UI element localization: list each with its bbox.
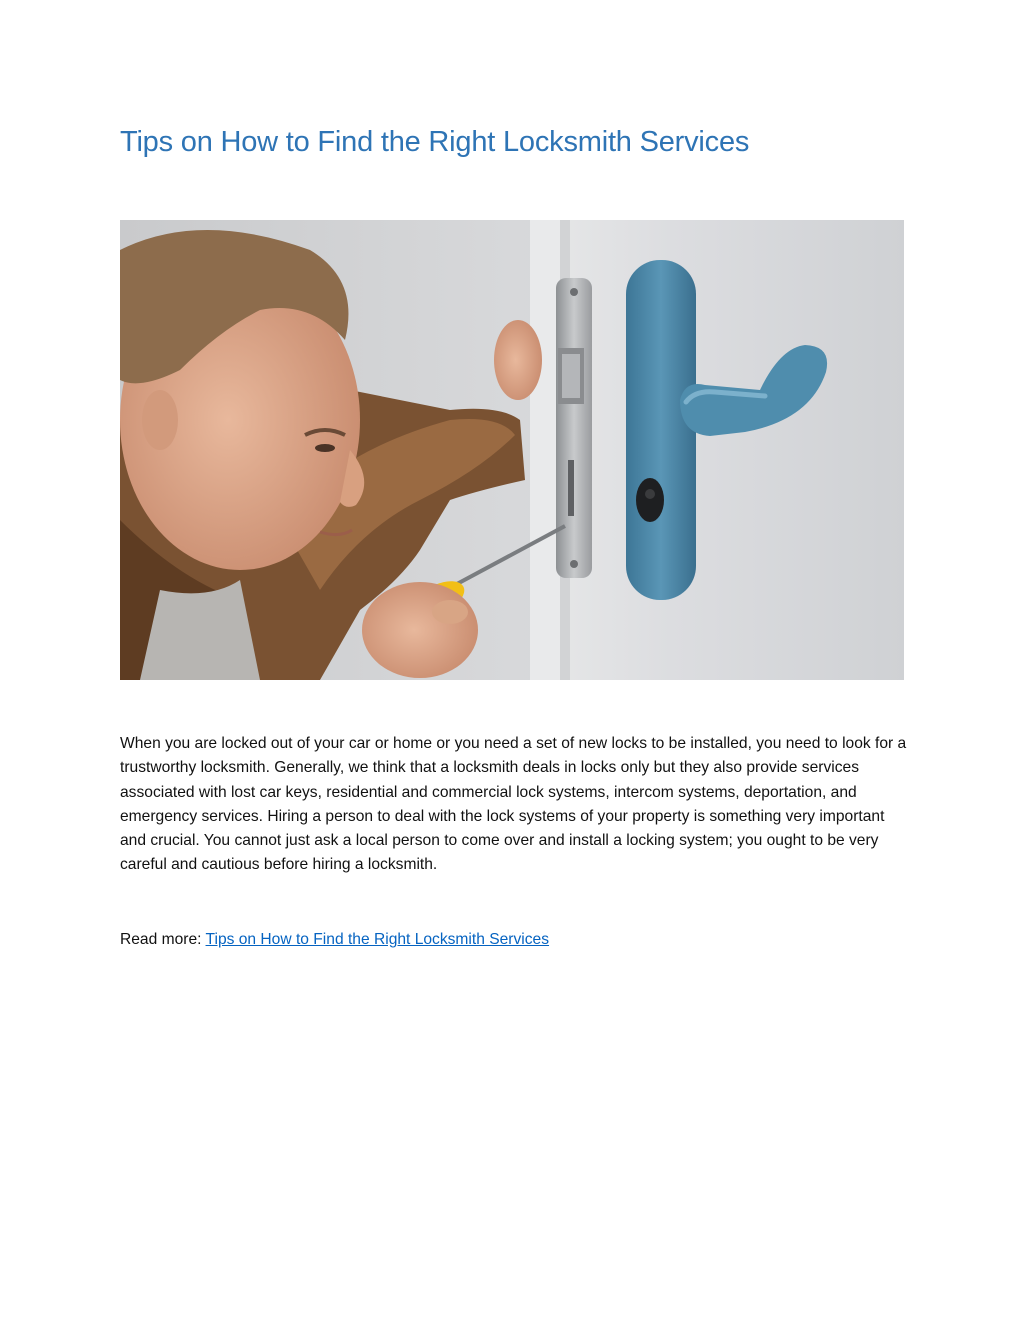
locksmith-photo <box>120 220 904 680</box>
article-paragraph: When you are locked out of your car or home or you need a set of new locks to be installed, you need to look for a trustworthy locksmith. Generally, we think that a locksmith deals in locks only but they also provide services associated with lost car keys, residential and commercial lock systems, intercom systems, deportation, and emergency services. Hiring a person to deal with the lock systems of your property is something very important and crucial. You cannot just ask a local person to come over and install a locking system; you ought to be very careful and cautious before hiring a locksmith. <box>120 735 907 874</box>
read-more-link[interactable]: Tips on How to Find the Right Locksmith Services <box>205 931 550 948</box>
page-title: Tips on How to Find the Right Locksmith Services <box>120 126 750 158</box>
read-more-label: Read more: <box>120 931 206 948</box>
read-more-line <box>120 928 549 952</box>
